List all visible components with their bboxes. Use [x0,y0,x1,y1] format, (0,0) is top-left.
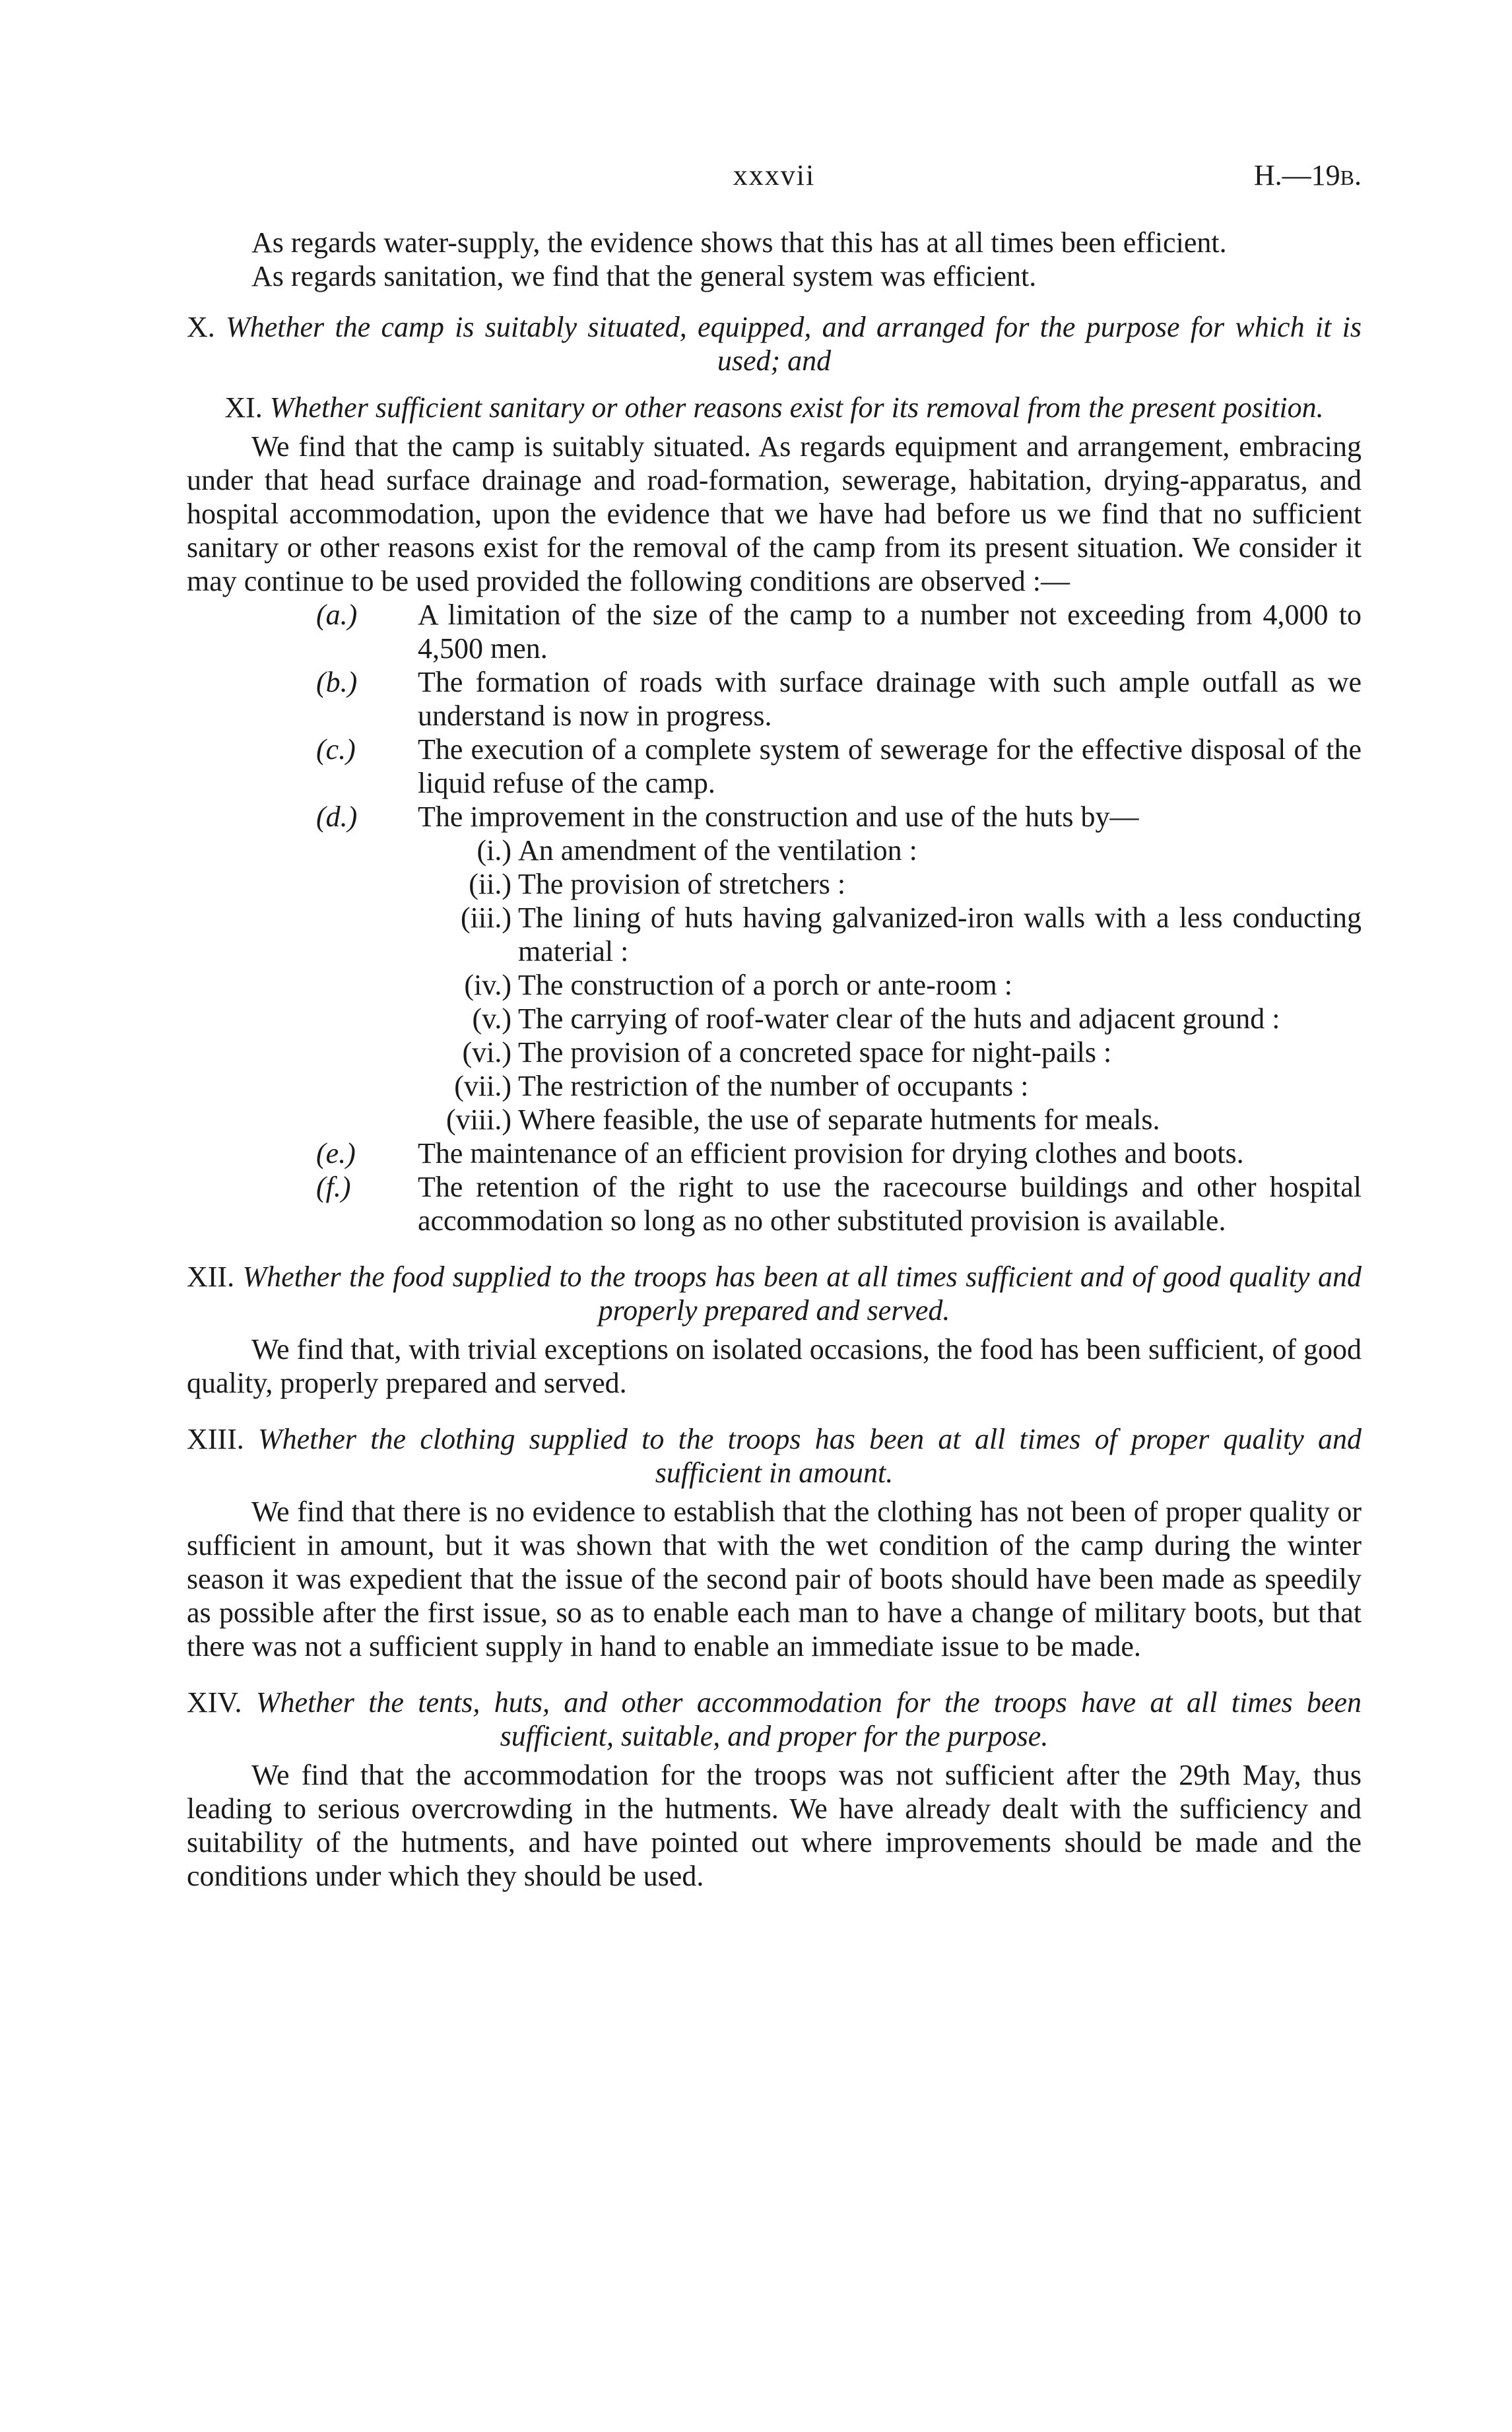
question-text: Whether the tents, huts, and other accommodation for the troops have at all times been sufficient, suitable, and proper for the purpose. [255,1686,1362,1752]
question-number: XIII. [187,1423,244,1455]
question-text: Whether the food supplied to the troops has been at all times sufficient and of good quality and properly prepared and served. [242,1261,1362,1327]
page-folio: xxxvii [733,159,816,191]
hut-improvement-item: (iv.) The construction of a porch or ante-room : [464,969,1012,1001]
question-xiv [187,1686,1362,1753]
question-xii [187,1260,1362,1327]
condition-item: (a.) A limitation of the size of the camp to a number not exceeding from 4,000 to 4,500 men. [316,599,1362,665]
conditions-list-continued [187,1136,1362,1237]
question-number: XI. [224,391,263,424]
hut-improvements-list [187,834,1362,1136]
hut-improvement-item: (i.) An amendment of the ventilation : [477,834,917,867]
question-text: Whether sufficient sanitary or other reasons exist for its removal from the present position. [269,391,1324,424]
question-xiii [187,1422,1362,1490]
question-text: Whether the camp is suitably situated, equipped, and arranged for the purpose for which it is used; and [226,311,1362,377]
answer-xii: We find that, with trivial exceptions on isolated occasions, the food has been sufficient, of good quality, properly prepared and served. [187,1333,1362,1399]
answer-xiii: We find that there is no evidence to establish that the clothing has not been of proper quality or sufficient in amount, but it was shown that with the wet condition of the camp during the winter season it was expedient that the issue of the second pair of boots should have been made as speedily as possible after the first issue, so as to enable each man to have a change of military boots, but that there was not a sufficient supply in hand to enable an immediate issue to be made. [187,1495,1362,1662]
answer-xiv: We find that the accommodation for the troops was not sufficient after the 29th May, thus leading to serious overcrowding in the hutments. We have already dealt with the sufficiency and suitability of the hutments, and have pointed out where improvements should be made and the conditions under which they should be used. [187,1759,1362,1892]
hut-improvement-item: (viii.) Where feasible, the use of separate hutments for meals. [446,1103,1160,1136]
hut-improvement-item: (vii.) The restriction of the number of occupants : [454,1070,1029,1102]
paragraph-water-supply: As regards water-supply, the evidence shows that this has at all times been efficient. [251,226,1227,259]
document-reference: H.—19B. [1253,159,1362,191]
question-text: Whether the clothing supplied to the troops has been at all times of proper quality and sufficient in amount. [258,1423,1362,1489]
paragraph-sanitation: As regards sanitation, we find that the general system was efficient. [251,260,1037,292]
condition-item: (d.) The improvement in the construction and use of the huts by— [316,801,1139,833]
hut-improvement-item: (v.) The carrying of roof-water clear of the huts and adjacent ground : [472,1002,1280,1035]
condition-item: (c.) The execution of a complete system of sewerage for the effective disposal of the liquid refuse of the camp. [316,733,1362,799]
question-number: XII. [187,1261,235,1293]
document-page [187,158,1362,1893]
hut-improvement-item: (iii.) The lining of huts having galvanized-iron walls with a less conducting material : [461,902,1362,968]
condition-item: (e.) The maintenance of an efficient provision for drying clothes and boots. [316,1137,1244,1169]
page-header [187,158,1362,195]
condition-item: (f.) The retention of the right to use the racecourse buildings and other hospital accommodation so long as no other substituted provision is available. [316,1171,1362,1237]
hut-improvement-item: (vi.) The provision of a concreted space for night-pails : [462,1036,1112,1068]
condition-item: (b.) The formation of roads with surface drainage with such ample outfall as we understand is now in progress. [316,666,1362,732]
question-number: X. [187,311,215,343]
question-x [187,310,1362,378]
question-number: XIV. [187,1686,242,1719]
hut-improvement-item: (ii.) The provision of stretchers : [469,868,846,900]
answer-xi: We find that the camp is suitably situated. As regards equipment and arrangement, embracing under that head surface drainage and road-formation, sewerage, habitation, drying-apparatus, and hospital accommodation, upon the evidence that we have had before us we find that no sufficient sanitary or other reasons exist for the removal of the camp from its present situation. We consider it may continue to be used provided the following conditions are observed :— [187,430,1362,597]
question-xi [187,391,1362,424]
conditions-list [187,598,1362,834]
